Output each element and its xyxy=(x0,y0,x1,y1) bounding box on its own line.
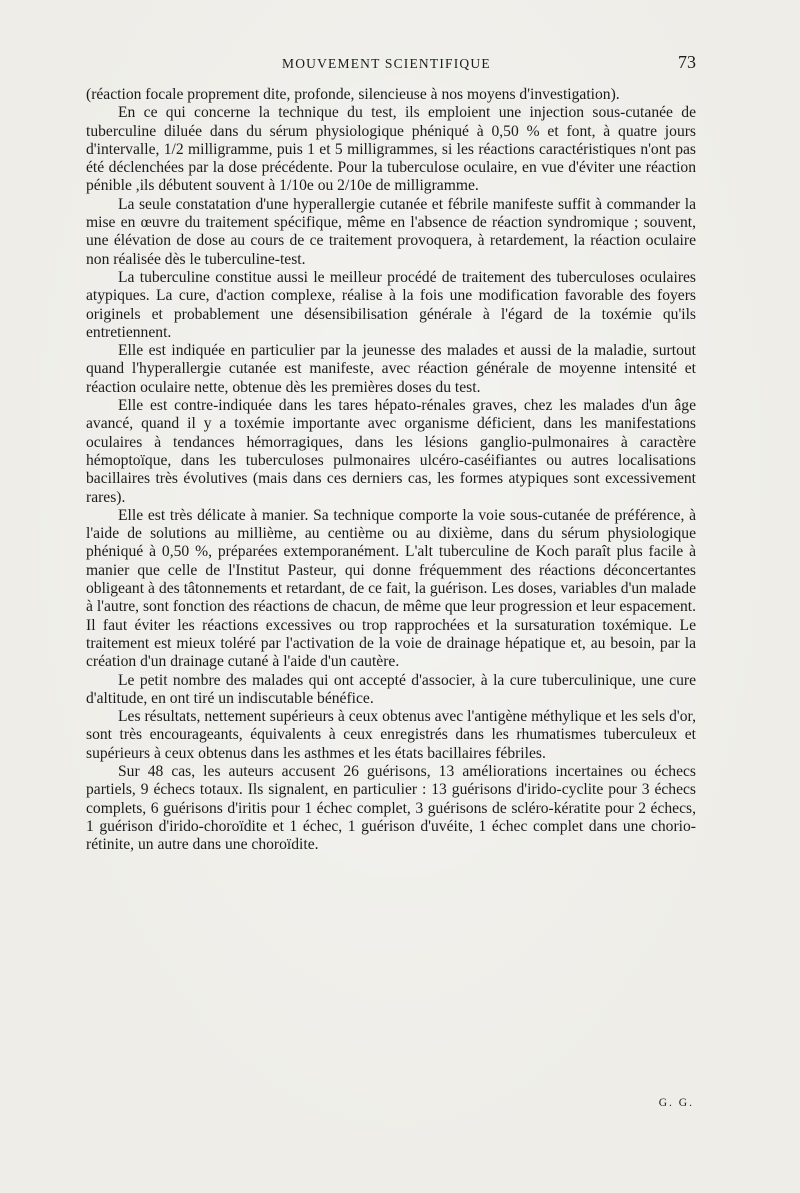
paragraph: Elle est indiquée en particulier par la jeunesse des malades et aussi de la maladie, surtout quand l'hyperallergie cutanée est manifeste, avec réaction générale de moyenne intensité et réaction oculaire nette, obtenue dès les premières doses du test. xyxy=(86,342,696,396)
page-header xyxy=(86,52,696,76)
paragraph: Le petit nombre des malades qui ont accepté d'associer, à la cure tuberculinique, une cure d'altitude, en ont tiré un indiscutable bénéfice. xyxy=(86,671,696,707)
author-signature: G. G. xyxy=(658,1097,694,1109)
paragraph: En ce qui concerne la technique du test, ils emploient une injection sous-cutanée de tuberculine diluée dans du sérum physiologique phéniqué à 0,50 % et font, à quatre jours d'intervalle, 1/2 milligramme, puis 1 et 5 milligrammes, si les réactions caractéristiques n'ont pas été déclenchées par la dose précédente. Pour la tuberculose oculaire, en vue d'éviter une réaction pénible ,ils débutent souvent à 1/10e ou 2/10e de milligramme. xyxy=(86,104,696,195)
paragraph: (réaction focale proprement dite, profonde, silencieuse à nos moyens d'investigation). xyxy=(86,86,620,103)
paragraph: Elle est très délicate à manier. Sa technique comporte la voie sous-cutanée de préférence, à l'aide de solutions au millième, au centième ou au dixième, dans du sérum physiologique phéniqué à 0,50 %, préparées extemporanément. L'alt tuberculine de Koch paraît plus facile à manier que celle de l'Institut Pasteur, qui donne fréquemment des réactions déconcertantes obligeant à des tâtonnements et retardant, de ce fait, la guérison. Les doses, variables d'un malade à l'autre, sont fonction des réactions de chacun, de même que leur progression et leur espacement. Il faut éviter les réactions excessives ou trop rapprochées et la sursaturation toxémique. Le traitement est mieux toléré par l'activation de la voie de drainage hépatique et, au besoin, par la création d'un drainage cutané à l'aide d'un cautère. xyxy=(86,506,696,671)
paragraph: Sur 48 cas, les auteurs accusent 26 guérisons, 13 améliorations incertaines ou échecs partiels, 9 échecs totaux. Ils signalent, en particulier : 13 guérisons d'irido-cyclite pour 3 échecs complets, 6 guérisons d'iritis pour 1 échec complet, 3 guérisons de scléro-kératite pour 2 échecs, 1 guérison d'irido-choroïdite et 1 échec, 1 guérison d'uvéite, 1 échec complet dans une chorio-rétinite, un autre dans une choroïdite. xyxy=(86,762,696,854)
paragraph: Les résultats, nettement supérieurs à ceux obtenus avec l'antigène méthylique et les sels d'or, sont très encourageants, équivalents à ceux enregistrés dans les rhumatismes tuberculeux et supérieurs à ceux obtenus dans les asthmes et les états bacillaires fébriles. xyxy=(86,708,696,762)
paragraph: La tuberculine constitue aussi le meilleur procédé de traitement des tuberculoses oculaires atypiques. La cure, d'action complexe, réalise à la fois une modification favorable des foyers originels et probablement une désensibilisation générale à l'égard de la toxémie qu'ils entretiennent. xyxy=(86,268,696,341)
paragraph: La seule constatation d'une hyperallergie cutanée et fébrile manifeste suffit à commander la mise en œuvre du traitement spécifique, même en l'absence de réaction syndromique ; souvent, une élévation de dose au cours de ce traitement provoquera, à retardement, la réaction oculaire non réalisée dès le tuberculine-test. xyxy=(86,195,696,268)
paragraph: Elle est contre-indiquée dans les tares hépato-rénales graves, chez les malades d'un âge avancé, quand il y a toxémie importante avec organisme déficient, dans les manifestations oculaires à tendances hémorragiques, dans les lésions ganglio-pulmonaires à caractère hémoptoïque, dans les tuberculoses pulmonaires ulcéro-caséifiantes ou autres localisations bacillaires très évolutives (mais dans ces derniers cas, les formes atypiques sont excessivement rares). xyxy=(86,397,696,506)
running-title: MOUVEMENT SCIENTIFIQUE xyxy=(282,56,491,71)
body-text xyxy=(86,86,696,854)
page-number: 73 xyxy=(678,52,696,72)
